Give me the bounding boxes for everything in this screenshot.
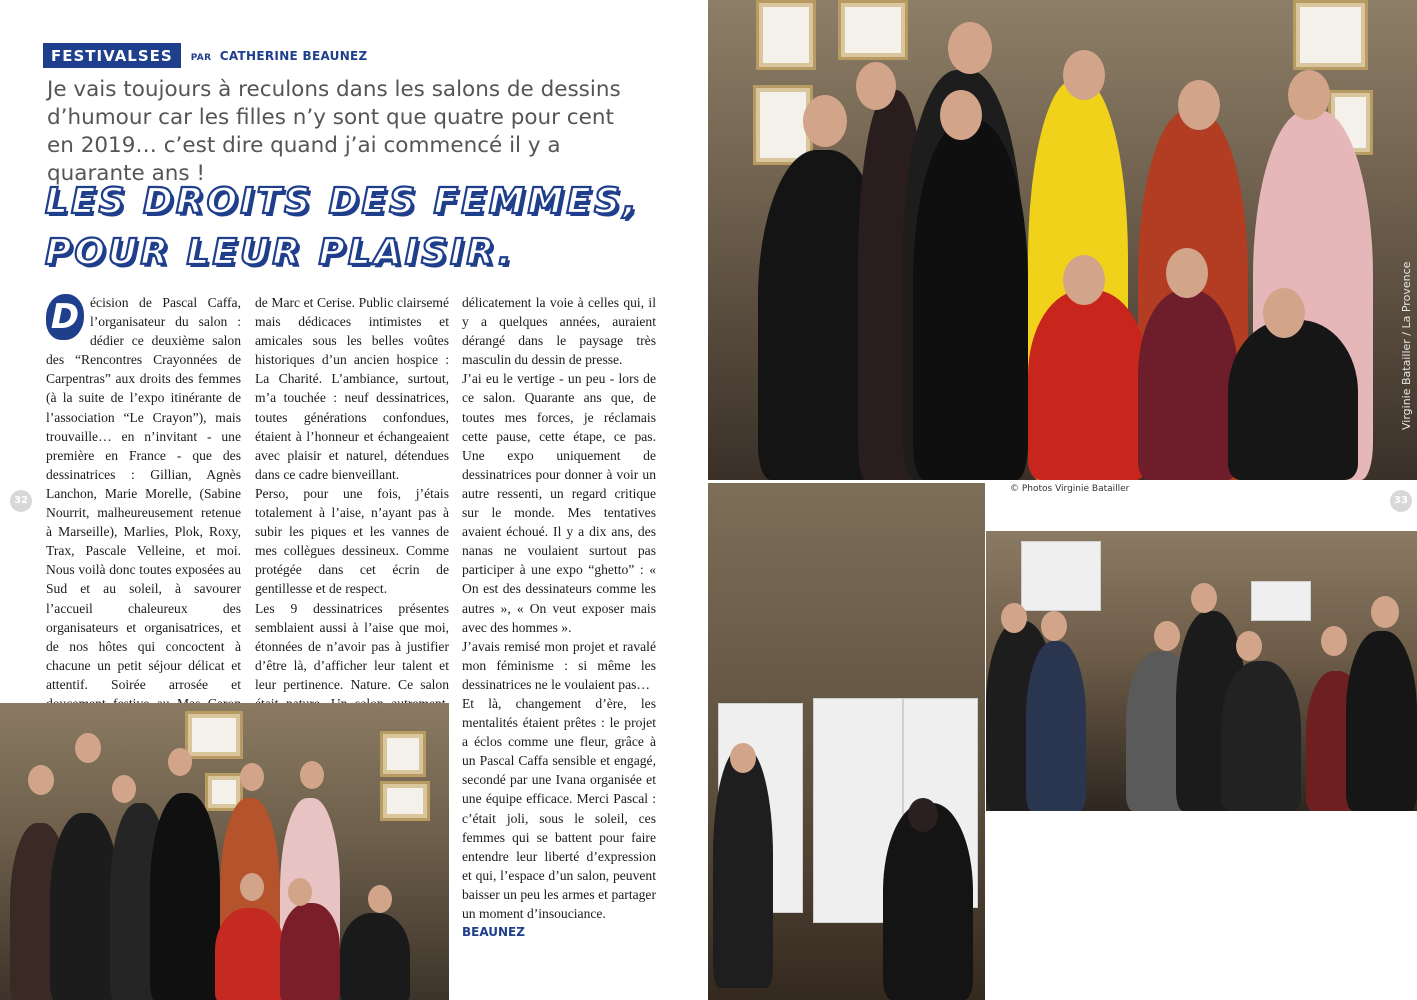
group-photo-small [0,703,449,1000]
face [1041,611,1067,641]
section-header [43,43,368,68]
person [340,913,410,1000]
framed-drawing [380,731,426,777]
column-2-paragraph-3: Les 9 dessinatrices présentes semblaient aussi à l’aise que moi, étonnées de n’avoir pas à justifier d’être là, d’afficher leur talent et leur pertinence. Nature. Ce salon [255,600,449,692]
column-3-paragraph-1: délicatement la voie à celles qui, il y a quelques années, auraient dérangé dans le paysage très masculin du dessin de presse. [462,295,656,368]
face [730,743,756,773]
face [112,775,136,803]
column-2-paragraph-1: de Marc et Cerise. Public clairsemé mais dédicaces intimistes et amicales sous les belles voûtes historiques d’un ancien hospice : La Charité. L’ambiance, surtout, m’a touchée : neuf dessinatrices, toutes générations confondues, étaient à l’honneur et échangeaient avec plaisir et naturel, détendues dans ce cadre bienveillant. [255,295,449,482]
page-number-left: 32 [10,490,32,512]
face [1236,631,1262,661]
face [1321,626,1347,656]
face [288,878,312,906]
face [300,761,324,789]
article-column-2 [255,293,449,732]
face [1288,70,1330,120]
article-signature: BEAUNEZ [462,925,525,940]
article-column-3 [462,293,656,939]
exhibition-panel [1251,581,1311,621]
person [883,803,973,1000]
face [940,90,982,140]
framed-drawing [838,0,908,60]
photo-credit: © Photos Virginie Batailler [1010,484,1130,494]
person [150,793,220,1000]
person [1346,631,1417,811]
page-number-right: 33 [1390,490,1412,512]
article-headline [45,176,665,278]
face [1166,248,1208,298]
column-1-text: écision de Pascal Caffa, l’organisateur du salon : dédier ce deuxième salon des “Rencontres Crayonnées de Carpentras” aux droits des femmes (à la suite de l’expo itinérante de l’association “Le Crayon”), mais trouvaille… en n’invitant - une première en France - que des dessinatrices : Gillian, Agnès Lanchon, Marie Morelle, (Sabine Nourrit, malheureusement retenue à Marseille), Marlies, Plok, Roxy, Trax, Pascale Velleine, et moi. Nous voilà donc toutes exposées au Sud et au soleil, à savourer l’accueil chaleureux des organisateurs et organisatrices, et de nos hôtes qui concoctent à chacune un petit séjour délicat et attentif. Soirée arrosée et [46,295,241,692]
byline [191,49,368,63]
person [913,120,1028,480]
crowd-photo [986,531,1417,811]
intro-paragraph: Je vais toujours à reculons dans les salons de dessins d’humour car les filles n’y sont que quatre pour cent en 2019… c’est dire quand j’ai commencé il y a quarante ans ! [47,77,621,186]
face [1063,255,1105,305]
column-2-paragraph-2: Perso, pour une fois, j’étais totalement à l’aise, n’ayant pas à subir les piques et les vannes de mes collègues dessineux. Comme protégée dans cet écrin de gentillesse et de respect. [255,485,449,597]
group-photo-large [708,0,1417,480]
face [1191,583,1217,613]
face [1371,596,1399,628]
face [28,765,54,795]
column-3-paragraph-3: J’avais remisé mon projet et ravalé mon féminisme : si même les dessinatrices ne le voulaient pas… [462,638,656,692]
rubric-label: FESTIVALSES [43,43,181,68]
dropcap: D [46,294,84,340]
face [75,733,101,763]
person [1026,641,1086,811]
person [1228,320,1358,480]
exhibition-panel [1021,541,1101,611]
person [215,908,285,1000]
framed-drawing [380,781,430,821]
headline-line-1: LES DROITS DES FEMMES, [45,181,640,222]
face [168,748,192,776]
framed-drawing [185,711,243,759]
person [1138,290,1238,480]
face [856,62,896,110]
headline-line-2: POUR LEUR PLAISIR. [45,232,515,273]
byline-prefix: PAR [190,52,212,63]
framed-drawing [756,0,816,70]
photo-credit-vertical: Virginie Batailler / La Provence [1400,261,1413,430]
face [1263,288,1305,338]
column-3-paragraph-4: Et là, changement d’ère, les mentalités étaient prêtes : le projet a éclos comme une fleur, grâce à un Pascal Caffa sensible et engagé, secondé par une Ivana organisée et une équipe efficace. Merci Pascal : c’était joli, sous le soleil, ces femmes qui se battent pour faire entendre leur liberté d’expression et qui, l’espace d’un salon, peuvent baisser un peu les armes et partager un moment d’insouciance. [462,695,656,921]
face [1063,50,1105,100]
person [1028,290,1148,480]
head [908,798,938,832]
person [1221,661,1301,811]
face [948,22,992,74]
person [713,748,773,988]
person [280,903,340,1000]
face [803,95,847,147]
article-column-1 [46,293,241,732]
face [240,763,264,791]
author-name: CATHERINE BEAUNEZ [219,48,368,63]
framed-drawing [1293,0,1368,70]
exhibition-photo [708,483,985,1000]
face [240,873,264,901]
face [1154,621,1180,651]
face [1001,603,1027,633]
face [368,885,392,913]
column-3-paragraph-2: J’ai eu le vertige - un peu - lors de ce salon. Quarante ans que, de toutes mes forces, je réclamais cette pause, cette étape, ce pas. Une expo uniquement de dessinatrices pour donner à voir un autre ressenti, un regard critique sur le monde. Mes tentatives avaient échoué. Il y a dix ans, des nanas ne voulaient surtout pas participer à une expo “ghetto” : « On est des dessinateurs comme les autres », « On veut exposer mais avec des hommes ». [462,371,656,635]
face [1178,80,1220,130]
